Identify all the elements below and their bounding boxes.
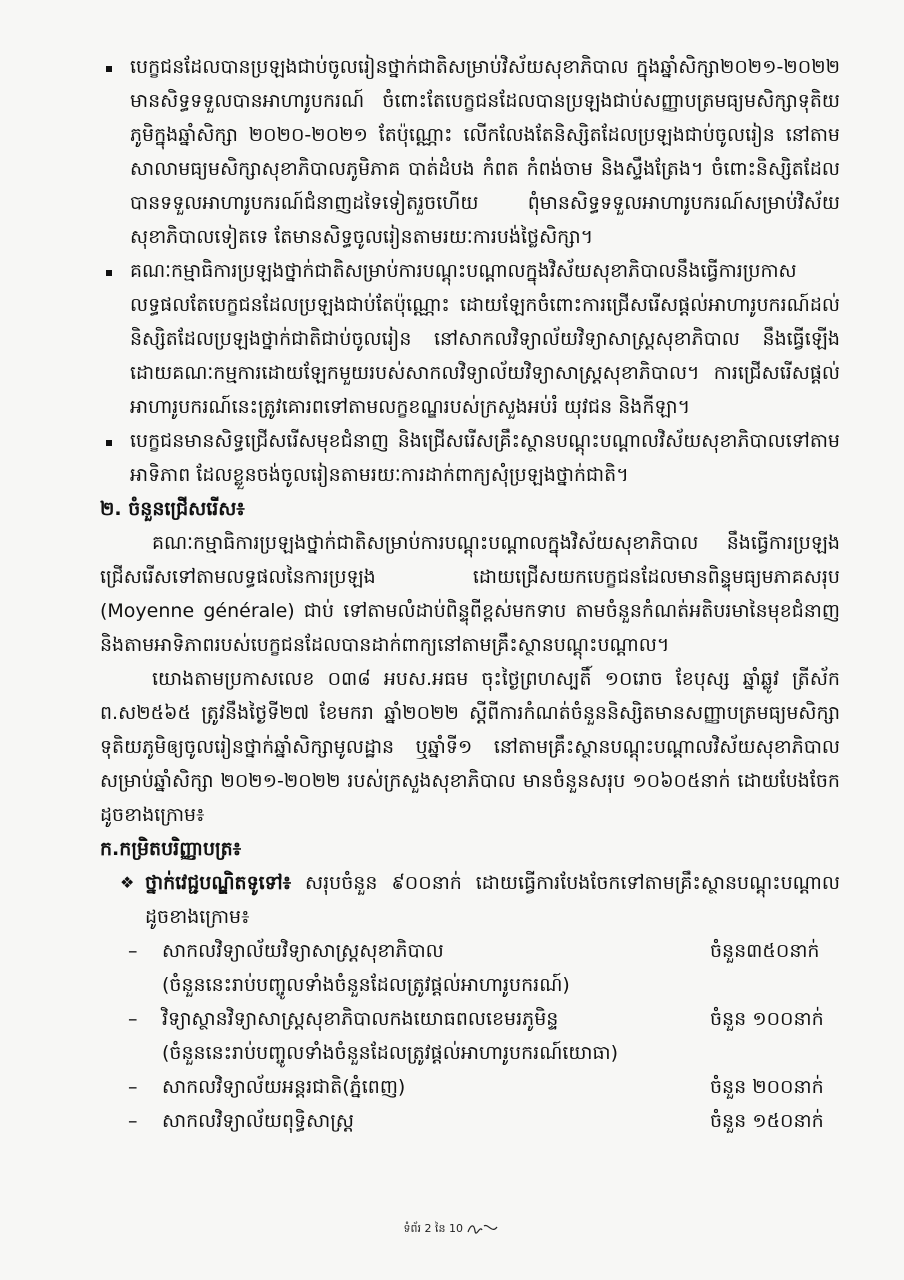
institution-count: ចំនួន៣៥០នាក់ [710, 940, 820, 962]
dash-icon: – [128, 1008, 138, 1030]
institution-name: សាកលវិទ្យាល័យពុទ្ធិសាស្ត្រ [162, 1110, 354, 1132]
institution-name: សាកលវិទ្យាល័យអន្តរជាតិ(ភ្នំពេញ) [162, 1076, 406, 1098]
square-bullet-icon [106, 270, 112, 276]
degree-item [100, 866, 840, 934]
institution-count: ចំនួន ២០០នាក់ [710, 1076, 824, 1098]
institution-row [128, 1002, 840, 1036]
diamond-bullet-icon: ❖ [120, 873, 135, 892]
subsection-heading: ក.កម្រិតបរិញ្ញាបត្រ៖ [100, 838, 242, 860]
institution-note: (ចំនួននេះរាប់បញ្ចូលទាំងចំនួនដែលត្រូវផ្តល់អាហារូបករណ៍) [162, 974, 570, 996]
institution-name: វិទ្យាស្ថានវិទ្យាសាស្ត្រសុខាភិបាលកងយោធពលខេមរភូមិន្ទ [162, 1008, 559, 1030]
section-paragraph: គណៈកម្មាធិការប្រឡងថ្នាក់ជាតិសម្រាប់ការបណ្តុះបណ្តាលក្នុងវិស័យសុខាភិបាល នឹងធ្វើការប្រឡងជ្រើសរើសទៅតាមលទ្ធផលនៃការប្រឡង ដោយជ្រើសយកបេក្ខជនដែលមានពិន្ទុមធ្យមភាគសរុប (Moyenne générale) ជាប់ ទៅតាមលំដាប់ពិន្ទុពីខ្ពស់មកទាប តាមចំនួនកំណត់អតិបរមានៃមុខជំនាញ និងតាមអាទិភាពរបស់បេក្ខជនដែលបានដាក់ពាក្យនៅតាមគ្រឹះស្ថានបណ្តុះបណ្តាល។ [100, 532, 840, 656]
section-paragraph: យោងតាមប្រកាសលេខ ០៣៨ អបស.អធម ចុះថ្ងៃព្រហស្បតិ៍ ១០រោច ខែបុស្ស ឆ្នាំឆ្លូវ ត្រីស័ក ព.ស២៥៦៥ ត្រូវនឹងថ្ងៃទី២៧ ខែមករា ឆ្នាំ២០២២ ស្តីពីការកំណត់ចំនួននិស្សិតមានសញ្ញាបត្រមធ្យមសិក្សាទុតិយភូមិឲ្យចូលរៀនថ្នាក់ឆ្នាំសិក្សាមូលដ្ឋាន ឬឆ្នាំទី១ នៅតាមគ្រឹះស្ថានបណ្តុះបណ្តាលវិស័យសុខាភិបាល សម្រាប់ឆ្នាំសិក្សា ២០២១-២០២២ របស់ក្រសួងសុខាភិបាល មានចំនួនសរុប ១០៦០៥នាក់ ដោយបែងចែកដូចខាងក្រោម៖ [100, 668, 840, 826]
institution-row [128, 1104, 840, 1138]
bullet-text: គណៈកម្មាធិការប្រឡងថ្នាក់ជាតិសម្រាប់ការបណ្តុះបណ្តាលក្នុងវិស័យសុខាភិបាលនឹងធ្វើការប្រកាសលទ្ធផលតែបេក្ខជនដែលប្រឡងជាប់តែប៉ុណ្ណោះ ដោយឡែកចំពោះការជ្រើសរើសផ្តល់អាហារូបករណ៍ដល់និស្សិតដែលប្រឡងថ្នាក់ជាតិជាប់ចូលរៀន នៅសាកលវិទ្យាល័យវិទ្យាសាស្ត្រសុខាភិបាល នឹងធ្វើឡើងដោយគណៈកម្មការដោយឡែកមួយរបស់សាកលវិទ្យាល័យវិទ្យាសាស្ត្រសុខាភិបាល។ ការជ្រើសរើសផ្តល់អាហារូបករណ៍នេះត្រូវគោរពទៅតាមលក្ខខណ្ឌរបស់ក្រសួងអប់រំ យុវជន និងកីឡា។ [130, 260, 840, 418]
degree-title: ថ្នាក់វេជ្ជបណ្ឌិតទូទៅ៖ [145, 872, 292, 894]
bullet-text: បេក្ខជនមានសិទ្ធជ្រើសរើសមុខជំនាញ និងជ្រើសរើសគ្រឹះស្ថានបណ្តុះបណ្តាលវិស័យសុខាភិបាលទៅតាមអាទិភាព ដែលខ្លួនចង់ចូលរៀនតាមរយៈការដាក់ពាក្យសុំប្រឡងថ្នាក់ជាតិ។ [130, 430, 840, 486]
institution-row [128, 934, 840, 968]
square-bullet-icon [106, 66, 112, 72]
bullet-item [108, 50, 840, 254]
dash-icon: – [128, 1110, 138, 1132]
institution-count: ចំនួន ១០០នាក់ [710, 1008, 824, 1030]
page-number: ទំព័រ 2 នៃ 10 [403, 1222, 463, 1235]
dash-icon: – [128, 1076, 138, 1098]
institution-count: ចំនួន ១៥០នាក់ [710, 1110, 824, 1132]
bullet-text: បេក្ខជនដែលបានប្រឡងជាប់ចូលរៀនថ្នាក់ជាតិសម្រាប់វិស័យសុខាភិបាល ក្នុងឆ្នាំសិក្សា២០២១-២០២២ មានសិទ្ធទទួលបានអាហារូបករណ៍ ចំពោះតែបេក្ខជនដែលបានប្រឡងជាប់សញ្ញាបត្រមធ្យមសិក្សាទុតិយភូមិក្នុងឆ្នាំសិក្សា ២០២០-២០២១ តែប៉ុណ្ណោះ លើកលែងតែនិស្សិតដែលប្រឡងជាប់ចូលរៀន នៅតាមសាលាមធ្យមសិក្សាសុខាភិបាលភូមិភាគ បាត់ដំបង កំពត កំពង់ចាម និងស្ទឹងត្រែង។ ចំពោះនិស្សិតដែលបានទទួលអាហារូបករណ៍ជំនាញដទៃទៀតរួចហើយ ពុំមានសិទ្ធទទួលអាហារូបករណ៍សម្រាប់វិស័យសុខាភិបាលទៀតទេ តែមានសិទ្ធចូលរៀនតាមរយៈការបង់ថ្លៃសិក្សា។ [130, 56, 840, 248]
square-bullet-icon [106, 440, 112, 446]
bullet-item [108, 254, 840, 424]
institution-row [128, 1070, 840, 1104]
institution-name: សាកលវិទ្យាល័យវិទ្យាសាស្ត្រសុខាភិបាល [162, 940, 444, 962]
degree-text: សរុបចំនួន ៩០០នាក់ ដោយធ្វើការបែងចែកទៅតាមគ្រឹះស្ថានបណ្តុះបណ្តាលដូចខាងក្រោម៖ [145, 872, 840, 928]
page-footer [0, 1222, 904, 1238]
institution-list [108, 934, 840, 1138]
institution-note: (ចំនួននេះរាប់បញ្ចូលទាំងចំនួនដែលត្រូវផ្តល់អាហារូបករណ៍យោធា) [162, 1042, 619, 1064]
bullet-item [108, 424, 840, 492]
section-heading: ២. ចំនួនជ្រើសរើស៖ [100, 498, 245, 520]
dash-icon: – [128, 940, 138, 962]
signature-initials-icon [466, 1222, 500, 1236]
